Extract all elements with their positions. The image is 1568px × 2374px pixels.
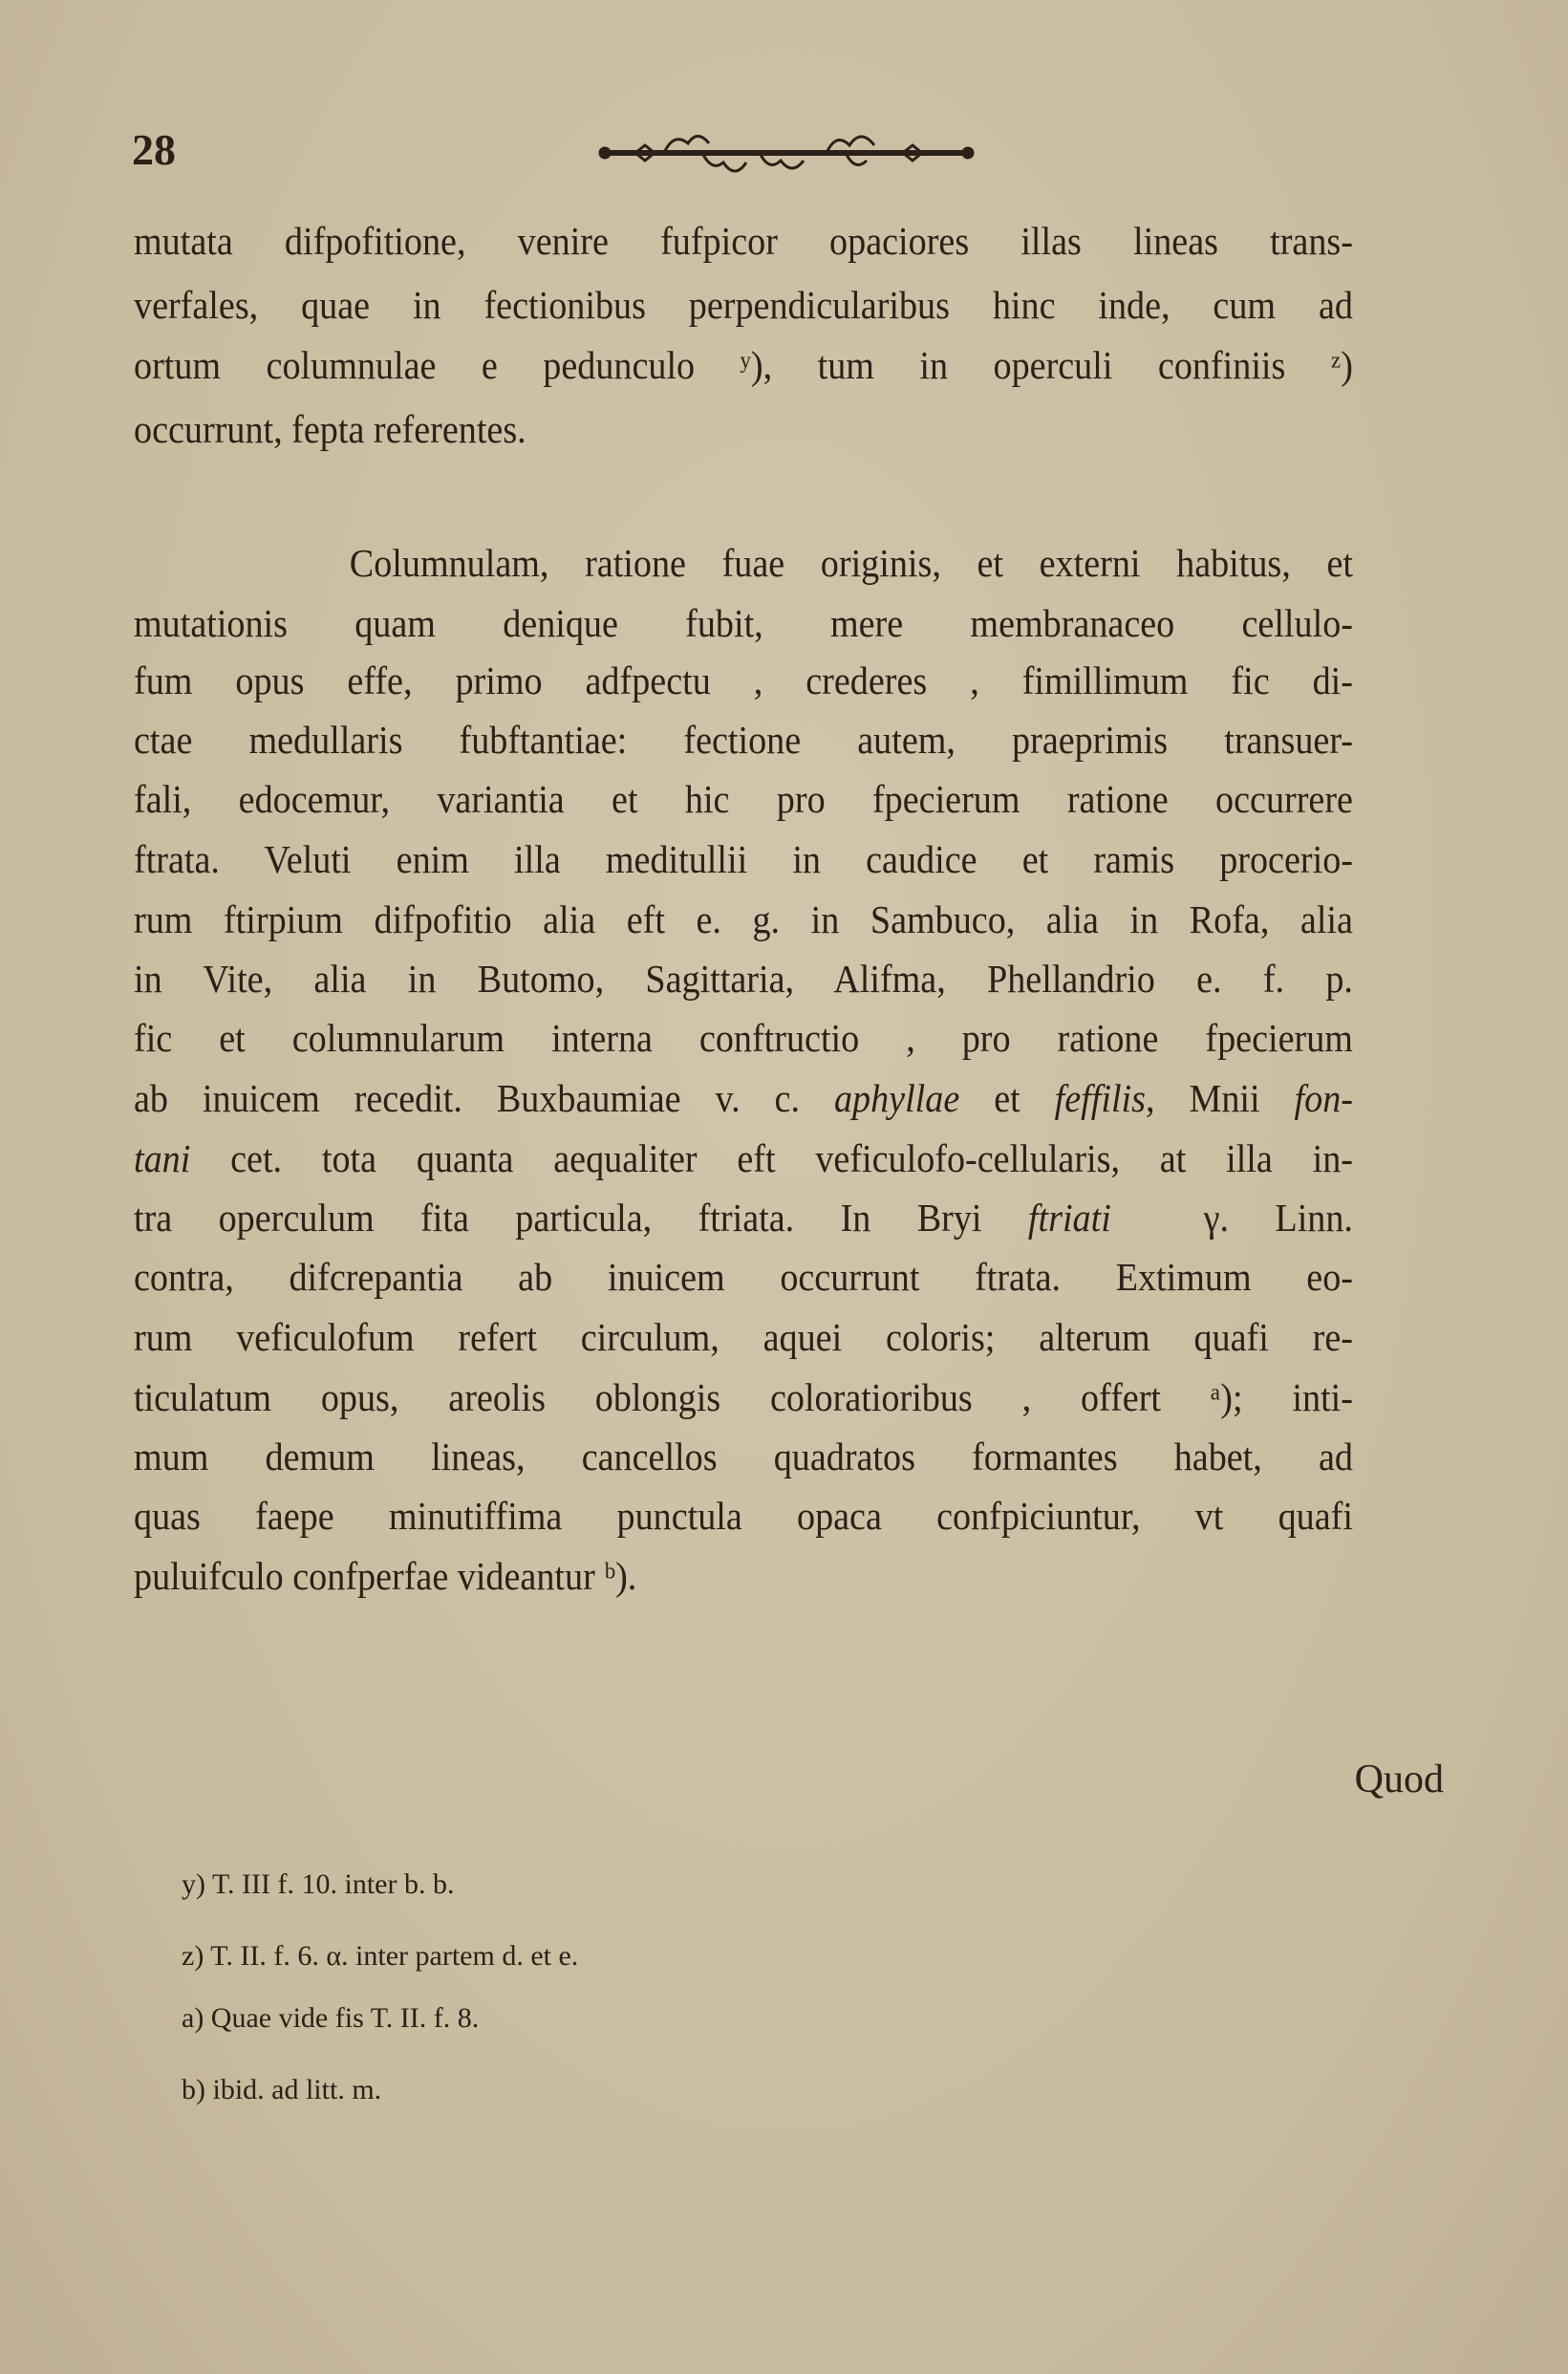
text-segment: mutata difpofitione, venire fufpicor opaciores illas lineas trans- [134, 219, 1353, 263]
footnote-y: y) T. III f. 10. inter b. b. [182, 1868, 455, 1900]
text-segment: quas faepe minutiffima punctula opaca confpiciuntur, vt quafi [134, 1494, 1353, 1538]
text-line [134, 658, 1353, 703]
text-line [134, 1434, 1353, 1479]
italic-term: fon- [1294, 1076, 1353, 1120]
footnote-a: a) Quae vide fis T. II. f. 8. [182, 2002, 480, 2034]
italic-term: aphyllae [833, 1076, 960, 1120]
text-line [134, 956, 1353, 1002]
text-line [134, 282, 1353, 328]
italic-term: feffilis [1054, 1076, 1146, 1120]
text-line [134, 836, 1353, 882]
text-segment: , Mnii [1145, 1076, 1295, 1120]
text-line [134, 1254, 1353, 1300]
text-line [134, 1374, 1353, 1420]
text-segment: Columnulam, ratione fuae originis, et externi habitus, et [134, 541, 1353, 585]
text-line [134, 406, 1353, 452]
footnote-z: z) T. II. f. 6. α. inter partem d. et e. [182, 1940, 579, 1972]
text-segment: fali, edocemur, variantia et hic pro fpecierum ratione occurrere [134, 777, 1353, 821]
text-segment: contra, difcrepantia ab inuicem occurrunt ftrata. Extimum eo- [134, 1255, 1353, 1299]
text-segment: ab inuicem recedit. Buxbaumiae v. c. [134, 1076, 834, 1120]
text-line [134, 342, 1353, 388]
text-segment: puluifculo confperfae videantur ᵇ). [134, 1554, 637, 1598]
text-segment: rum veficulofum refert circulum, aquei coloris; alterum quafi re- [134, 1315, 1353, 1359]
text-line [134, 896, 1353, 942]
text-segment: verfales, quae in fectionibus perpendicularibus hinc inde, cum ad [134, 283, 1353, 327]
text-line [134, 1314, 1353, 1360]
text-segment: γ. Linn. [1110, 1196, 1353, 1240]
text-segment: cet. tota quanta aequaliter eft veficulofo-cellularis, at illa in- [190, 1136, 1353, 1180]
text-segment: ftrata. Veluti enim illa meditullii in caudice et ramis procerio- [134, 837, 1353, 881]
text-line [134, 600, 1353, 646]
printer-ornament-icon [597, 132, 979, 189]
text-line [134, 540, 1353, 586]
text-segment: fic et columnularum interna conftructio , pro ratione fpecierum [134, 1016, 1353, 1060]
text-line [134, 776, 1353, 822]
italic-term: ftriati [1027, 1196, 1111, 1240]
text-segment: occurrunt, fepta referentes. [134, 407, 526, 451]
text-line [134, 1493, 1353, 1539]
text-segment: ctae medullaris fubftantiae: fectione autem, praeprimis transuer- [134, 718, 1353, 762]
text-segment: in Vite, alia in Butomo, Sagittaria, Alifma, Phellandrio e. f. p. [134, 957, 1353, 1001]
footnote-b: b) ibid. ad litt. m. [182, 2074, 382, 2105]
text-line [134, 218, 1353, 264]
text-line [134, 1553, 1353, 1599]
page-number: 28 [132, 125, 176, 174]
text-line [134, 1195, 1353, 1241]
italic-term: tani [134, 1136, 191, 1180]
text-line [134, 1015, 1353, 1061]
text-segment: ortum columnulae e pedunculo ʸ), tum in operculi confiniis ᶻ) [134, 343, 1353, 387]
text-segment: fum opus effe, primo adfpectu , crederes , fimillimum fic di- [134, 658, 1353, 702]
text-line [134, 1075, 1353, 1121]
catchword: Quod [1354, 1758, 1444, 1802]
text-segment: mum demum lineas, cancellos quadratos formantes habet, ad [134, 1435, 1353, 1478]
text-segment: et [959, 1076, 1055, 1120]
text-segment: rum ftirpium difpofitio alia eft e. g. in Sambuco, alia in Rofa, alia [134, 897, 1353, 941]
text-segment: mutationis quam denique fubit, mere membranaceo cellulo- [134, 601, 1353, 645]
text-segment: ticulatum opus, areolis oblongis coloratioribus , offert ᵃ); inti- [134, 1375, 1353, 1419]
text-segment: tra operculum fita particula, ftriata. In Bryi [134, 1196, 1028, 1240]
text-line [134, 717, 1353, 763]
text-line [134, 1135, 1353, 1181]
